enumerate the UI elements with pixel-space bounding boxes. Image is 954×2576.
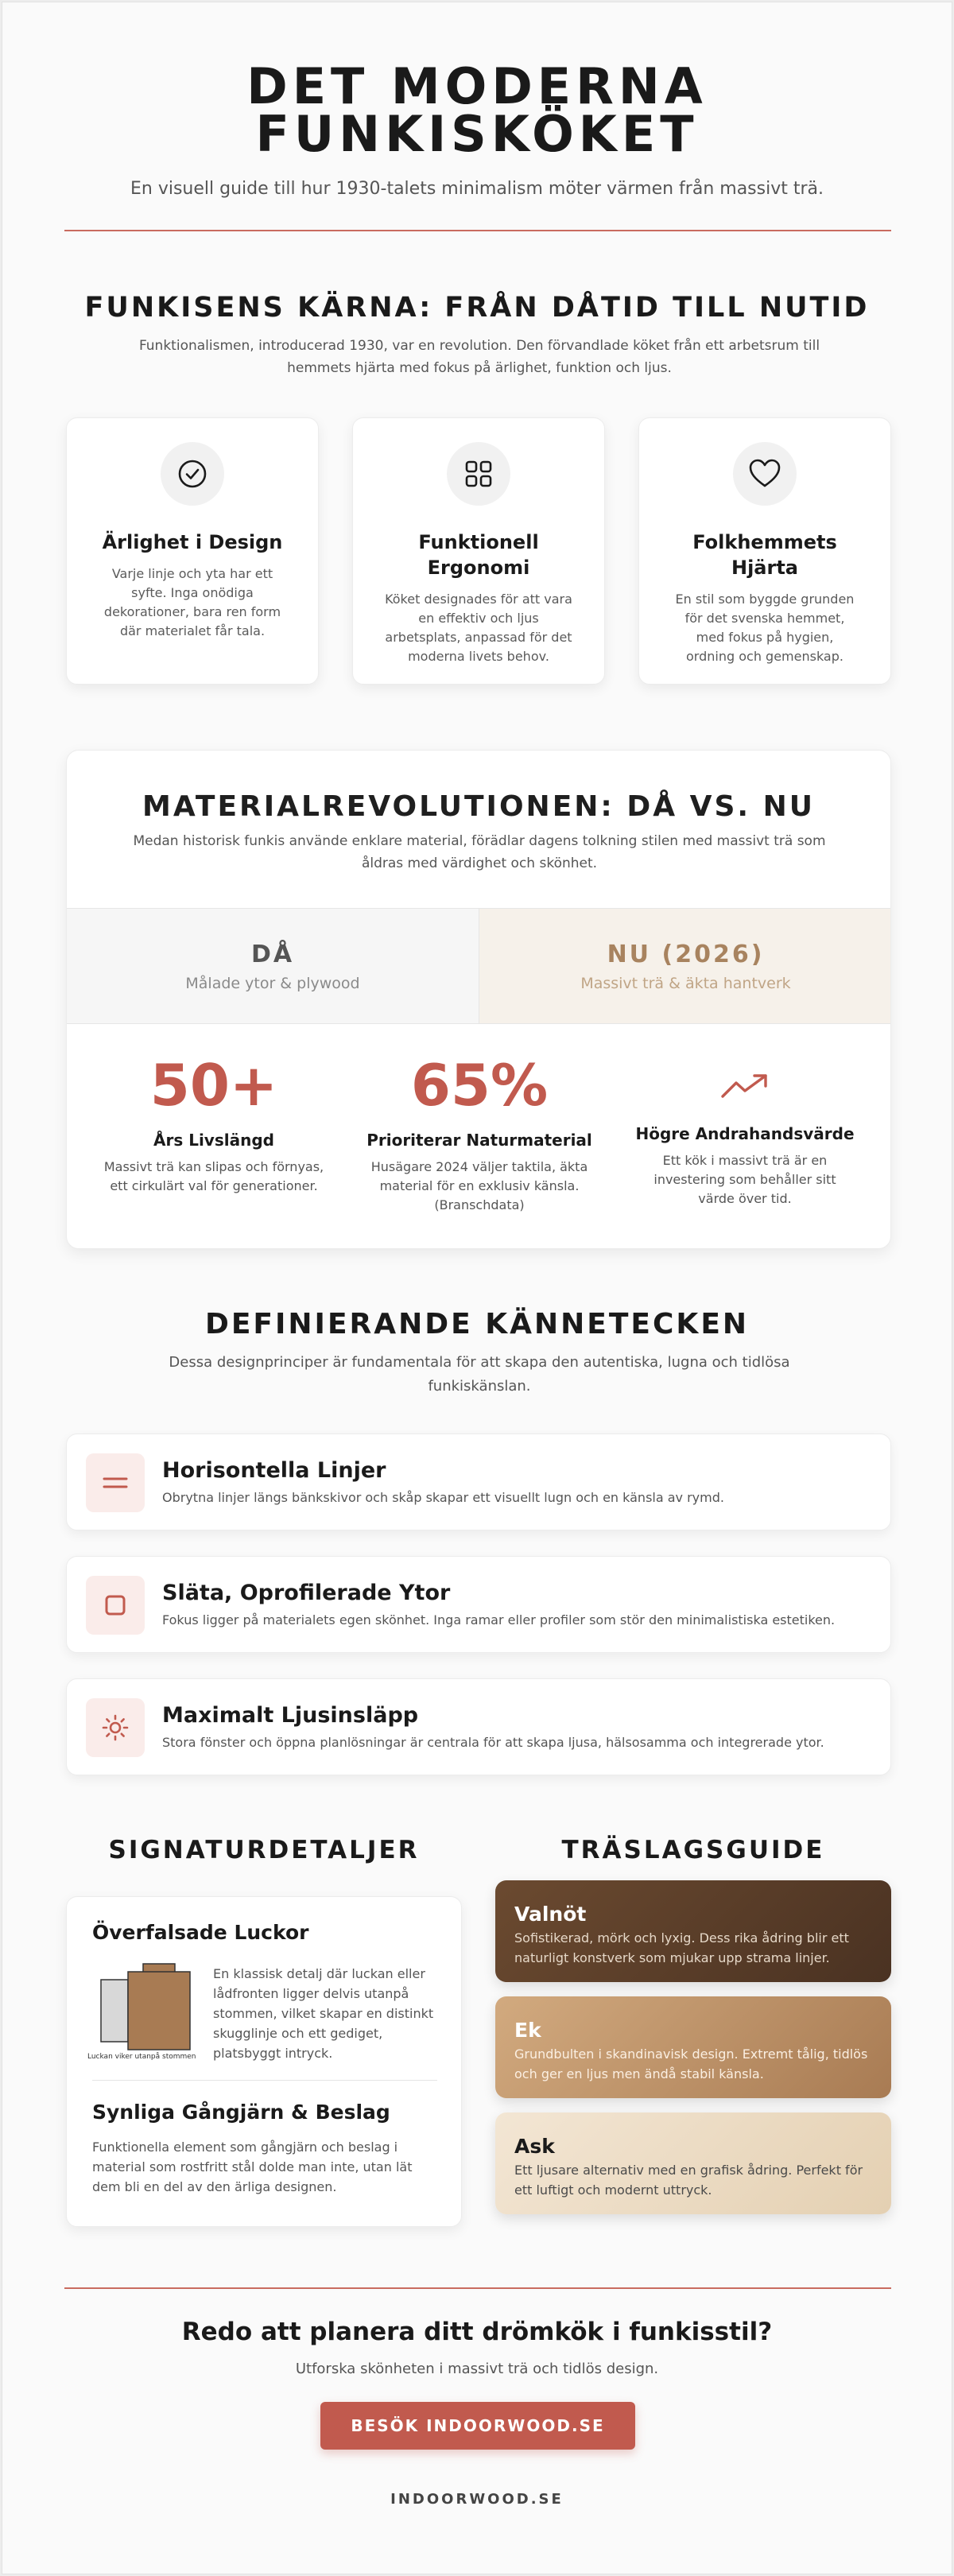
signature-item-title: Överfalsade Luckor bbox=[92, 1921, 309, 1944]
horizontal-lines-icon bbox=[86, 1453, 145, 1512]
feature-text: Stora fönster och öppna planlösningar är centrala för att skapa ljusa, hälsosamma och integrerade ytor. bbox=[162, 1735, 824, 1750]
hero-title-line2: FUNKISKÖKET bbox=[255, 105, 699, 163]
core-card-text: En stil som byggde grunden för det svenska hemmet, med fokus på hygien, ordning och gemenskap. bbox=[675, 592, 855, 664]
hero-title bbox=[2, 57, 952, 163]
feature-text: Fokus ligger på materialets egen skönhet. Inga ramar eller profiler som stör den minimalistiska estetiken. bbox=[162, 1612, 836, 1627]
feature-horizontal-lines bbox=[66, 1433, 891, 1530]
heart-icon bbox=[733, 442, 797, 506]
wood-name: Ask bbox=[514, 2135, 555, 2158]
sun-icon bbox=[86, 1698, 145, 1757]
stat-title: Högre Andrahandsvärde bbox=[635, 1124, 855, 1143]
core-card-title: Ärlighet i Design bbox=[102, 531, 283, 553]
material-panel bbox=[66, 750, 891, 1249]
stat-text: Ett kök i massivt trä är en investering som behåller sitt värde över tid. bbox=[653, 1153, 836, 1206]
defining-subtitle: Dessa designprinciper är fundamentala för att skapa den autentiska, lugna och tidlösa funkiskänslan. bbox=[169, 1354, 790, 1395]
visit-site-button[interactable]: BESÖK INDOORWOOD.SE bbox=[320, 2402, 635, 2450]
square-icon bbox=[86, 1576, 145, 1635]
feature-smooth-surfaces bbox=[66, 1556, 891, 1653]
compare-now bbox=[479, 908, 891, 1024]
wood-text: Ett ljusare alternativ med en grafisk ådring. Perfekt för ett luftigt och modernt uttryck. bbox=[514, 2163, 863, 2198]
compare-then-title: DÅ bbox=[250, 941, 295, 968]
stat-lifespan bbox=[83, 1053, 345, 1196]
footer-brand: INDOORWOOD.SE bbox=[390, 2491, 564, 2508]
compare-now-sub: Massivt trä & äkta hantverk bbox=[580, 975, 791, 992]
feature-text: Obrytna linjer längs bänkskivor och skåp skapar ett visuellt lugn och en känsla av rymd. bbox=[162, 1490, 724, 1505]
material-title: MATERIALREVOLUTIONEN: DÅ VS. NU bbox=[142, 790, 815, 823]
hero-title-line1: DET MODERNA bbox=[246, 57, 708, 115]
cta-title: Redo att planera ditt drömkök i funkisstil? bbox=[181, 2318, 773, 2346]
stat-text: Husägare 2024 väljer taktila, äkta material för en exklusiv känsla. (Branschdata) bbox=[370, 1159, 588, 1212]
core-card-heart bbox=[638, 417, 891, 685]
signature-title: SIGNATURDETALJER bbox=[108, 1836, 420, 1864]
core-card-honesty bbox=[66, 417, 319, 685]
divider-bottom bbox=[64, 2287, 891, 2289]
feature-title: Horisontella Linjer bbox=[162, 1458, 386, 1483]
hero bbox=[2, 57, 952, 199]
wood-card-oak bbox=[495, 1996, 891, 2098]
signature-item-text: En klassisk detalj där luckan eller lådfronten ligger delvis utanpå stommen, vilket skapar en distinkt skugglinje och ett gediget, platsbyggt intryck. bbox=[213, 1966, 434, 2061]
check-circle-icon bbox=[161, 442, 224, 506]
feature-light bbox=[66, 1678, 891, 1775]
stat-title: Års Livslängd bbox=[153, 1131, 274, 1150]
compare-now-title: NU (2026) bbox=[607, 941, 765, 968]
core-card-title: Folkhemmets Hjärta bbox=[692, 531, 837, 579]
trend-up-icon bbox=[614, 1053, 876, 1118]
stat-value: 65% bbox=[410, 1052, 549, 1119]
hero-subtitle: En visuell guide till hur 1930-talets minimalism möter värmen från massivt trä. bbox=[130, 179, 824, 199]
core-card-text: Köket designades för att vara en effektiv och ljus arbetsplats, anpassad för det moderna livets behov. bbox=[385, 592, 572, 664]
cta-subtitle: Utforska skönheten i massivt trä och tidlös design. bbox=[295, 2361, 659, 2377]
core-card-text: Varje linje och yta har ett syfte. Inga onödiga dekorationer, bara ren form där materialet får tala. bbox=[103, 566, 281, 638]
grid-icon bbox=[447, 442, 510, 506]
material-subtitle: Medan historisk funkis använde enklare material, förädlar dagens tolkning stilen med massivt trä som åldras med värdighet och skönhet. bbox=[133, 833, 826, 871]
overlay-door-illustration bbox=[99, 1962, 194, 2053]
wood-card-ash bbox=[495, 2112, 891, 2214]
divider-top bbox=[64, 230, 891, 231]
core-card-ergonomics bbox=[352, 417, 605, 685]
page bbox=[2, 2, 952, 2574]
signature-card bbox=[66, 1896, 462, 2227]
compare-then bbox=[67, 908, 479, 1024]
compare-then-sub: Målade ytor & plywood bbox=[185, 975, 360, 992]
overlay-door-caption: Luckan viker utanpå stommen bbox=[87, 2053, 196, 2061]
stat-resale bbox=[614, 1053, 876, 1208]
wood-card-walnut bbox=[495, 1880, 891, 1982]
wood-title: TRÄSLAGSGUIDE bbox=[561, 1836, 825, 1864]
signature-item-title: Synliga Gångjärn & Beslag bbox=[92, 2101, 390, 2124]
stat-title: Prioriterar Naturmaterial bbox=[366, 1131, 592, 1150]
core-title: FUNKISENS KÄRNA: FRÅN DÅTID TILL NUTID bbox=[84, 292, 870, 324]
core-subtitle: Funktionalismen, introducerad 1930, var en revolution. Den förvandlade köket från ett arbetsrum till hemmets hjärta med fokus på ärlighet, funktion och ljus. bbox=[138, 338, 820, 376]
stat-natural bbox=[348, 1053, 611, 1215]
wood-name: Valnöt bbox=[514, 1903, 587, 1926]
wood-text: Sofistikerad, mörk och lyxig. Dess rika ådring blir ett naturligt konstverk som mjukar upp strama linjer. bbox=[514, 1930, 849, 1965]
core-card-title: Funktionell Ergonomi bbox=[418, 531, 539, 579]
feature-title: Släta, Oprofilerade Ytor bbox=[162, 1581, 451, 1605]
stat-value: 50+ bbox=[149, 1052, 278, 1119]
signature-divider bbox=[92, 2080, 437, 2081]
feature-title: Maximalt Ljusinsläpp bbox=[162, 1703, 419, 1728]
signature-item-text: Funktionella element som gångjärn och beslag i material som rostfritt stål dolde man inte, utan lät dem bli en del av den ärliga designen. bbox=[92, 2140, 413, 2194]
wood-name: Ek bbox=[514, 2019, 541, 2042]
stat-text: Massivt trä kan slipas och förnyas, ett cirkulärt val för generationer. bbox=[103, 1159, 324, 1193]
wood-text: Grundbulten i skandinavisk design. Extremt tålig, tidlös och ger en ljus men ändå stabil känsla. bbox=[514, 2046, 868, 2081]
defining-title: DEFINIERANDE KÄNNETECKEN bbox=[204, 1308, 750, 1340]
